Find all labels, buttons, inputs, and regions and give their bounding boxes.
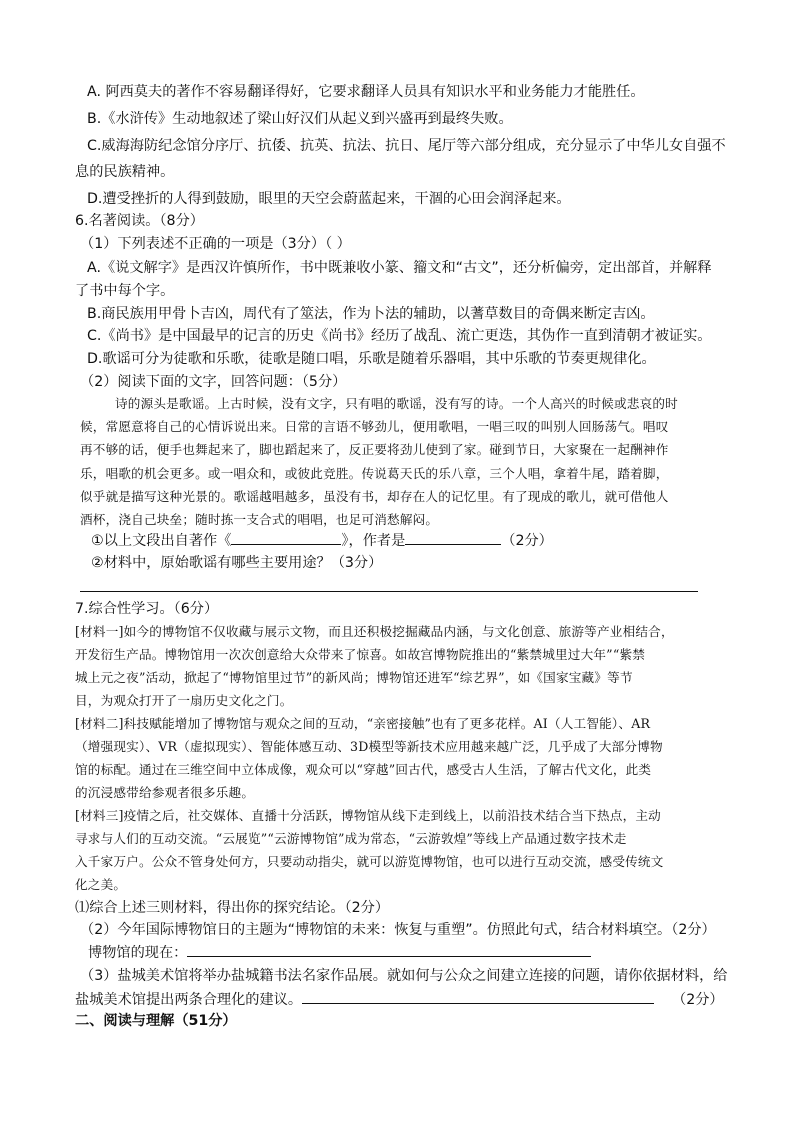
question-7-heading: 7.综合性学习。（6分） — [75, 601, 219, 617]
author-blank[interactable] — [405, 530, 501, 545]
question-7-2-fill-line — [88, 942, 591, 963]
passage-line-6: 酒杯，浇自己块垒；随时拣一支合式的唱唱，也足可消愁解闷。 — [80, 512, 439, 527]
passage-line-1: 诗的源头是歌谣。上古时候，没有文字，只有唱的歌谣，没有写的诗。一个人高兴的时候或悲哀的时 — [115, 396, 678, 411]
material-1-line-2: 开发衍生产品。博物馆用一次次创意给大众带来了惊喜。如故宫博物院推出的“紫禁城里过大年”“紫禁 — [75, 647, 646, 662]
q6-option-a: A.《说文解字》是西汉许慎所作，书中既兼收小篆、籀文和“古文”，还分析偏旁，定出部首，并解释 — [87, 260, 712, 276]
subquestion-1-line — [91, 530, 553, 551]
question-7-1-prompt: ⑴综合上述三则材料，得出你的探究结论。（2分） — [75, 900, 390, 916]
material-2-line-4: 的沉浸感带给参观者很多乐趣。 — [75, 785, 255, 800]
passage-line-3: 再不够的话，便手也舞起来了，脚也蹈起来了，反正要将劲儿使到了家。碰到节日，大家聚在一起酬神作 — [80, 442, 669, 457]
material-2-line-3: 馆的标配。通过在三维空间中立体成像，观众可以“穿越”回古代，感受古人生活，了解古代文化，此类 — [75, 762, 652, 777]
material-3-line-4: 化之美。 — [75, 877, 127, 892]
material-3-line-2: 寻求与人们的互动交流。“云展览”“云游博物馆”成为常态，“云游敦煌”等线上产品通过数字技术走 — [75, 831, 627, 846]
suggestion-label: 盐城美术馆提出两条合理化的建议。 — [75, 992, 303, 1008]
passage-line-2: 候，常愿意将自己的心情诉说出来。日常的言语不够劲儿，便用歌唱，一唱三叹的叫别人回肠荡气。唱叹 — [80, 419, 669, 434]
q6-option-a-cont: 了书中每个字。 — [75, 283, 175, 299]
material-2-line-1: [材料二]科技赋能增加了博物馆与观众之间的互动，“亲密接触”也有了更多花样。AI（人工智能）、AR — [75, 716, 651, 731]
museum-now-blank[interactable] — [187, 942, 591, 957]
passage-line-4: 乐，唱歌的机会更多。或一唱众和，或彼此竞胜。传说葛天氏的乐八章，三个人唱，拿着牛尾，踏着脚， — [80, 466, 669, 481]
q6-option-c: C.《尚书》是中国最早的记言的历史《尚书》经历了战乱、流亡更迭，其伪作一直到清朝才被证实。 — [87, 328, 712, 344]
option-d-line: D.遭受挫折的人得到鼓励，眼里的天空会蔚蓝起来，干涸的心田会润泽起来。 — [87, 191, 571, 207]
question-7-3-fill-line — [75, 989, 724, 1010]
subquestion-2-line: ②材料中，原始歌谣有哪些主要用途？（3分） — [91, 555, 383, 571]
question-6-2-prompt: （2）阅读下面的文字，回答问题：（5分） — [80, 374, 347, 390]
material-3-line-1: [材料三]疫情之后，社交媒体、直播十分活跃，博物馆从线下走到线上，以前沿技术结合当下热点，主动 — [75, 808, 661, 823]
question-7-3-prompt: （3）盐城美术馆将举办盐城籍书法名家作品展。就如何与公众之间建立连接的问题，请你依据材料，给 — [80, 968, 728, 984]
book-title-blank[interactable] — [231, 530, 341, 545]
subquestion-1-text: ①以上文段出自著作《 — [91, 533, 232, 549]
option-a-line: A. 阿西莫夫的著作不容易翻译得好，它要求翻译人员具有知识水平和业务能力才能胜任。 — [87, 84, 645, 100]
section-2-heading: 二、阅读与理解（51分） — [75, 1013, 237, 1029]
option-c-line-cont: 息的民族精神。 — [75, 164, 175, 180]
subquestion-1-author-text: 》，作者是 — [341, 533, 406, 549]
suggestion-blank[interactable] — [302, 989, 654, 1004]
material-1-line-3: 城上元之夜”活动，掀起了“博物馆里过节”的新风尚；博物馆还进军“综艺界”，如《国家宝藏》等节 — [75, 670, 633, 685]
question-7-3-score: （2分） — [672, 992, 724, 1008]
material-3-line-3: 入千家万户。公众不管身处何方，只要动动指尖，就可以游览博物馆，也可以进行互动交流，感受传统文 — [75, 854, 664, 869]
material-1-line-1: [材料一]如今的博物馆不仅收藏与展示文物，而且还积极挖掘藏品内涵，与文化创意、旅游等产业相结合， — [75, 624, 674, 639]
option-c-line: C.威海海防纪念馆分序厅、抗倭、抗英、抗法、抗日、尾厅等六部分组成，充分显示了中华儿女自强不 — [87, 138, 726, 154]
museum-now-label: 博物馆的现在： — [88, 945, 188, 961]
q6-option-d: D.歌谣可分为徒歌和乐歌，徒歌是随口唱，乐歌是随着乐器唱，其中乐歌的节奏更规律化。 — [87, 351, 656, 367]
question-7-2-prompt: （2）今年国际博物馆日的主题为“博物馆的未来：恢复与重塑”。仿照此句式，结合材料填空。（2分） — [80, 922, 716, 938]
material-1-line-4: 目，为观众打开了一扇历史文化之门。 — [75, 693, 293, 708]
material-2-line-2: （增强现实）、VR（虚拟现实）、智能体感互动、3D模型等新技术应用越来越广泛，几乎成了大部分博物 — [75, 739, 663, 754]
question-6-heading: 6.名著阅读。（8分） — [75, 213, 204, 229]
passage-line-5: 似乎就是描写这种光景的。歌谣越唱越多，虽没有书，却存在人的记忆里。有了现成的歌儿，就可借他人 — [80, 489, 669, 504]
question-6-1-prompt: （1）下列表述不正确的一项是（3分）（ ） — [80, 236, 351, 252]
answer-line[interactable] — [80, 591, 698, 592]
q6-option-b: B.商民族用甲骨卜吉凶，周代有了筮法，作为卜法的辅助，以蓍草数目的奇偶来断定吉凶。 — [87, 306, 655, 322]
subquestion-1-score: （2分） — [501, 533, 553, 549]
option-b-line: B.《水浒传》生动地叙述了梁山好汉们从起义到兴盛再到最终失败。 — [87, 111, 513, 127]
